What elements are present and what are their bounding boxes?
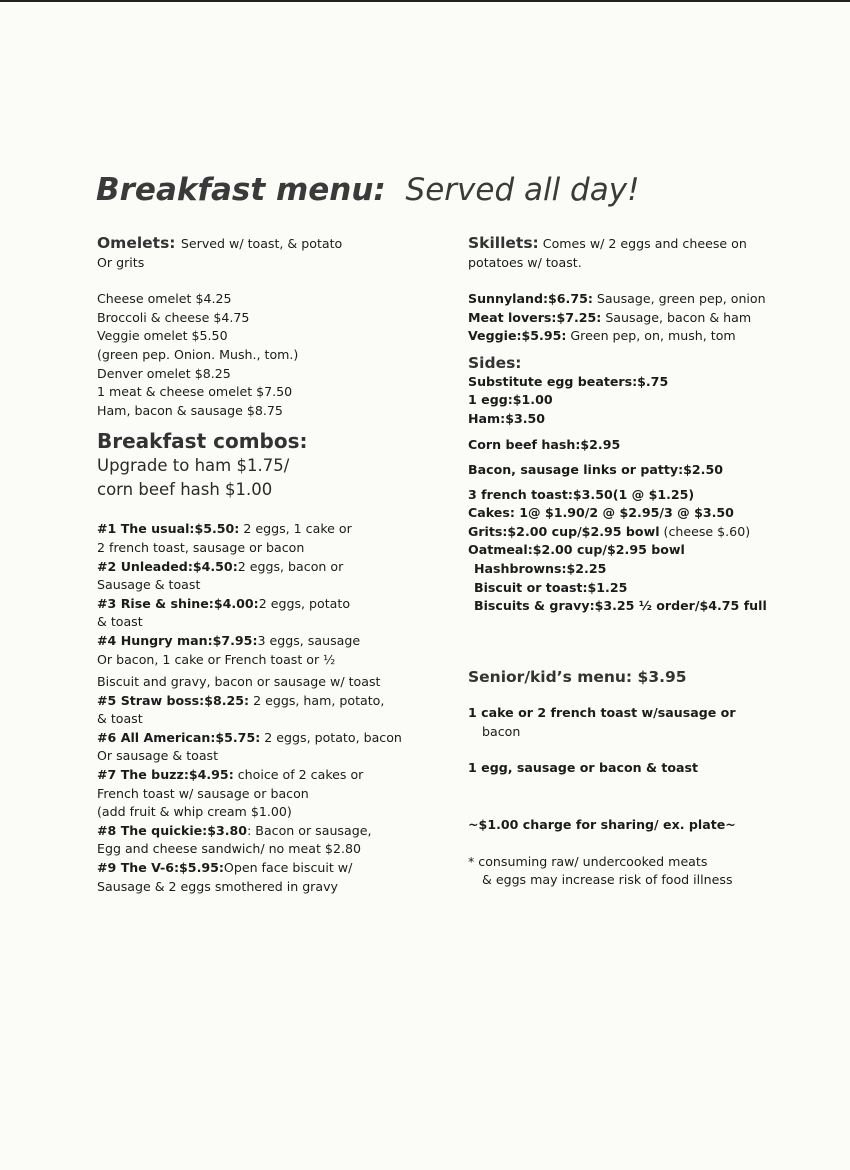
combo-item-4 xyxy=(97,632,427,651)
skillet-item xyxy=(468,290,838,309)
skillet-name: Meat lovers:$7.25: xyxy=(468,309,602,325)
senior-option: 1 egg, sausage or bacon & toast xyxy=(468,760,699,776)
skillets-note: Comes w/ 2 eggs and cheese on xyxy=(542,236,747,251)
combo-desc-line: Sausage & toast xyxy=(97,577,201,593)
title-subtitle: Served all day! xyxy=(405,172,640,208)
combo-desc: : Bacon or sausage, xyxy=(247,822,372,838)
skillet-item xyxy=(468,327,838,346)
omelet-item: Ham, bacon & sausage $8.75 xyxy=(97,402,283,418)
food-safety-warning-cont: & eggs may increase risk of food illness xyxy=(482,872,733,888)
combo-name: #5 Straw boss:$8.25: xyxy=(97,692,250,708)
combo-item-1 xyxy=(97,520,427,539)
combo-item-3 xyxy=(97,595,427,614)
page-title xyxy=(96,172,640,208)
side-item: Substitute egg beaters:$.75 xyxy=(468,373,669,389)
combo-item-6 xyxy=(97,729,427,748)
grits-price: Grits:$2.00 cup/$2.95 bowl xyxy=(468,523,660,539)
combo-desc: 2 eggs, bacon or xyxy=(237,558,344,574)
side-item: Biscuit or toast:$1.25 xyxy=(474,579,628,595)
side-item: Oatmeal:$2.00 cup/$2.95 bowl xyxy=(468,542,685,558)
combo-name: #3 Rise & shine:$4.00: xyxy=(97,595,259,611)
side-item-grits xyxy=(468,523,838,542)
combo-desc-line: Or bacon, 1 cake or French toast or ½ xyxy=(97,651,336,667)
combo-desc: 3 eggs, sausage xyxy=(257,632,361,648)
grits-extra: (cheese $.60) xyxy=(659,523,751,539)
combo-desc-line: & toast xyxy=(97,711,143,727)
skillet-item xyxy=(468,309,838,328)
combo-name: #1 The usual:$5.50: xyxy=(97,521,240,537)
omelet-item: 1 meat & cheese omelet $7.50 xyxy=(97,384,293,400)
combo-desc-line: Egg and cheese sandwich/ no meat $2.80 xyxy=(97,841,361,857)
combo-desc-line: Sausage & 2 eggs smothered in gravy xyxy=(97,878,338,894)
skillet-desc: Sausage, bacon & ham xyxy=(601,309,752,325)
combos-upgrade: Upgrade to ham $1.75/ xyxy=(97,456,290,476)
side-item: Bacon, sausage links or patty:$2.50 xyxy=(468,461,723,477)
combo-item-7 xyxy=(97,766,427,785)
side-item: 3 french toast:$3.50(1 @ $1.25) xyxy=(468,486,695,502)
side-item: Hashbrowns:$2.25 xyxy=(474,560,607,576)
omelet-item: Broccoli & cheese $4.75 xyxy=(97,309,250,325)
sides-heading: Sides: xyxy=(468,353,522,372)
skillets-note-2: potatoes w/ toast. xyxy=(468,254,582,270)
combo-item-8 xyxy=(97,822,427,841)
combo-desc-line: Biscuit and gravy, bacon or sausage w/ toast xyxy=(97,674,381,690)
omelet-item: Denver omelet $8.25 xyxy=(97,365,231,381)
omelets-heading: Omelets: xyxy=(97,234,176,252)
combos-upgrade: corn beef hash $1.00 xyxy=(97,480,273,500)
combo-desc: 2 eggs, potato xyxy=(258,595,351,611)
title-bold: Breakfast menu: xyxy=(96,172,386,208)
sharing-charge-note: ~$1.00 charge for sharing/ ex. plate~ xyxy=(468,817,736,833)
combo-desc-line: 2 french toast, sausage or bacon xyxy=(97,539,305,555)
combo-name: #9 The V-6:$5.95: xyxy=(97,860,224,876)
senior-option: 1 cake or 2 french toast w/sausage or xyxy=(468,705,736,721)
left-column xyxy=(97,234,427,896)
skillet-desc: Sausage, green pep, onion xyxy=(592,291,766,307)
omelets-heading-line xyxy=(97,234,427,254)
omelet-item-note: (green pep. Onion. Mush., tom.) xyxy=(97,346,299,362)
combo-desc: choice of 2 cakes or xyxy=(233,767,364,783)
combo-desc: 2 eggs, 1 cake or xyxy=(239,521,352,537)
combo-item-2 xyxy=(97,558,427,577)
skillets-heading-line xyxy=(468,234,838,254)
side-item: Cakes: 1@ $1.90/2 @ $2.95/3 @ $3.50 xyxy=(468,505,734,521)
food-safety-warning: * consuming raw/ undercooked meats xyxy=(468,853,708,869)
combo-item-9 xyxy=(97,859,427,878)
skillet-desc: Green pep, on, mush, tom xyxy=(566,328,736,344)
omelets-note-2: Or grits xyxy=(97,254,145,270)
combo-desc: 2 eggs, ham, potato, xyxy=(249,692,385,708)
skillet-name: Veggie:$5.95: xyxy=(468,328,567,344)
combo-desc-line: (add fruit & whip cream $1.00) xyxy=(97,804,292,820)
combo-name: #8 The quickie:$3.80 xyxy=(97,822,248,838)
right-column xyxy=(468,234,838,890)
combo-desc-line: French toast w/ sausage or bacon xyxy=(97,785,309,801)
side-item: 1 egg:$1.00 xyxy=(468,392,553,408)
senior-option-cont: bacon xyxy=(482,723,521,739)
combos-heading: Breakfast combos: xyxy=(97,429,308,454)
combo-desc-line: Or sausage & toast xyxy=(97,748,219,764)
skillet-name: Sunnyland:$6.75: xyxy=(468,291,593,307)
combo-desc-line: & toast xyxy=(97,614,143,630)
combo-name: #7 The buzz:$4.95: xyxy=(97,767,234,783)
side-item: Corn beef hash:$2.95 xyxy=(468,437,621,453)
page-top-edge xyxy=(0,0,850,2)
combo-desc: Open face biscuit w/ xyxy=(223,860,353,876)
combo-item-5 xyxy=(97,692,427,711)
omelet-item: Veggie omelet $5.50 xyxy=(97,328,228,344)
combo-name: #2 Unleaded:$4.50: xyxy=(97,558,238,574)
side-item: Biscuits & gravy:$3.25 ½ order/$4.75 full xyxy=(474,598,767,614)
combo-desc: 2 eggs, potato, bacon xyxy=(260,729,402,745)
combo-name: #6 All American:$5.75: xyxy=(97,729,261,745)
combo-name: #4 Hungry man:$7.95: xyxy=(97,632,258,648)
omelets-note: Served w/ toast, & potato xyxy=(180,236,343,251)
senior-menu-heading: Senior/kid’s menu: $3.95 xyxy=(468,667,687,686)
omelet-item: Cheese omelet $4.25 xyxy=(97,291,232,307)
skillets-heading: Skillets: xyxy=(468,234,539,252)
side-item: Ham:$3.50 xyxy=(468,410,546,426)
